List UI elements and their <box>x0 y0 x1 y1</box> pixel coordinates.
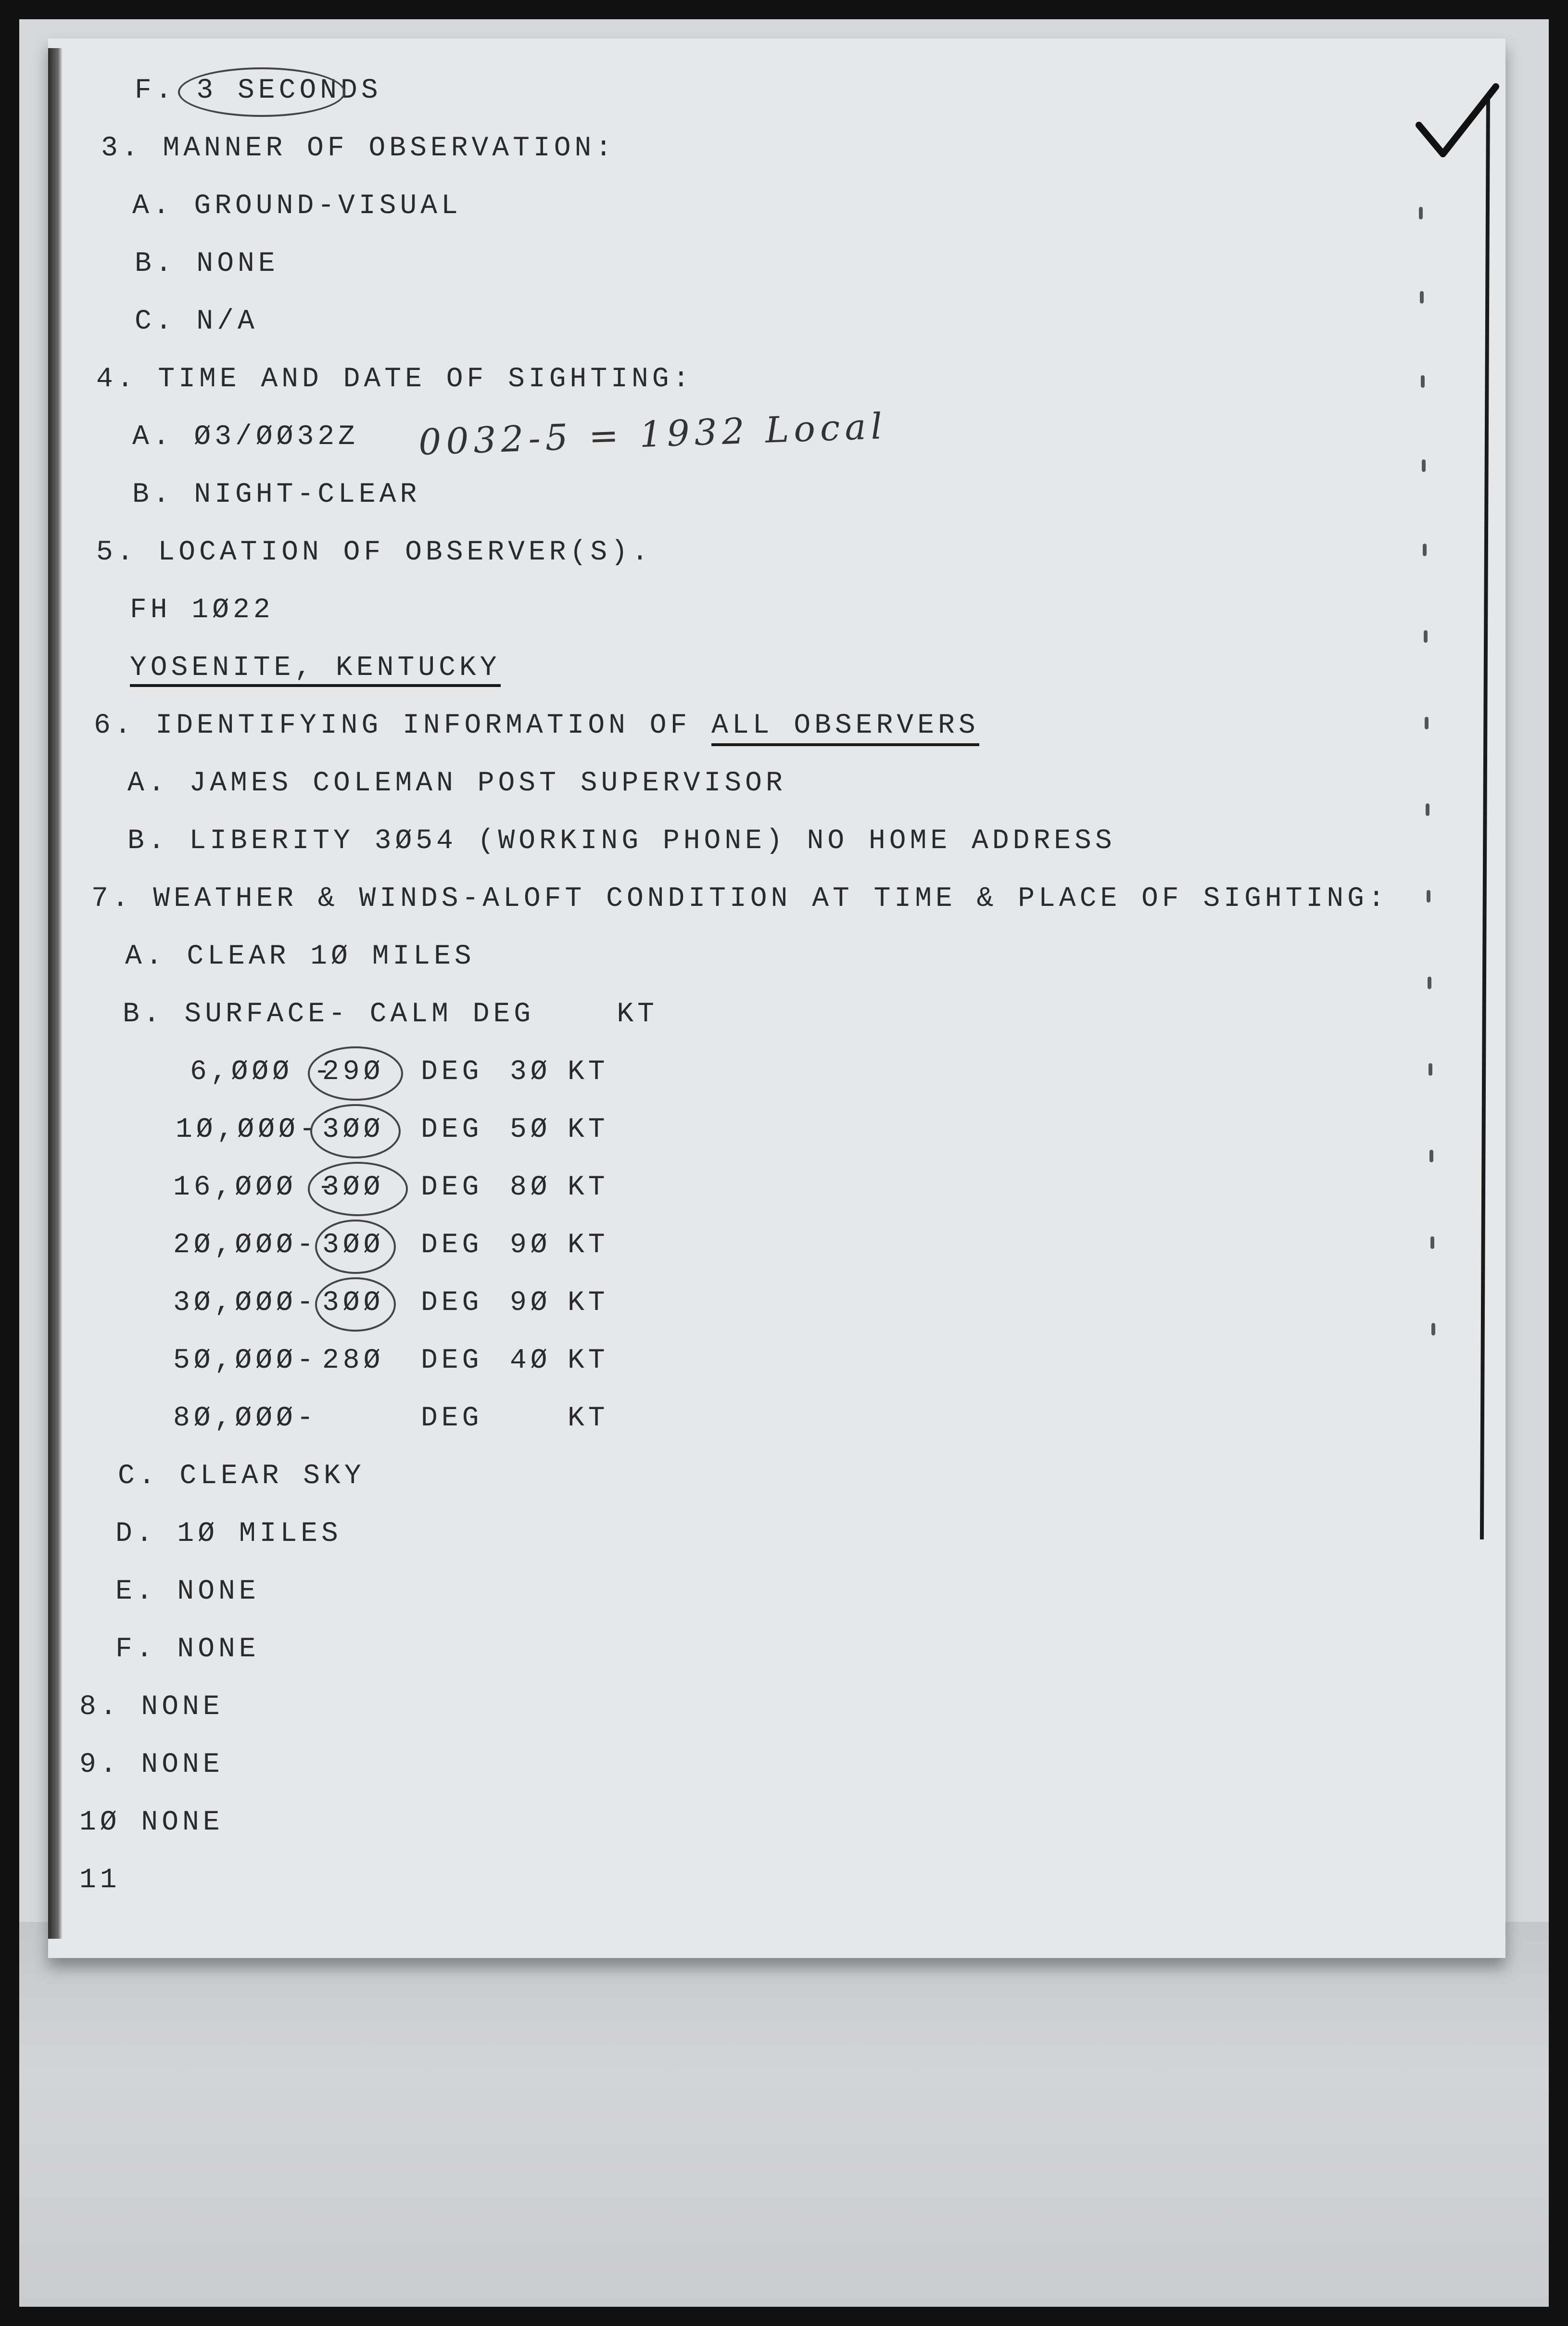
winds-row-alt: 6,ØØØ - <box>190 1056 334 1088</box>
margin-tick <box>1420 291 1424 304</box>
winds-row-speed: 4Ø <box>510 1345 551 1376</box>
section-7-heading: 7. WEATHER & WINDS-ALOFT CONDITION AT TIME & PLACE OF SIGHTING: <box>91 883 1389 915</box>
winds-row-kt: KT <box>568 1114 609 1145</box>
line-item-6b: B. LIBERITY 3Ø54 (WORKING PHONE) NO HOME ADDRESS <box>127 826 1116 857</box>
winds-row-alt: 8Ø,ØØØ- <box>173 1403 317 1434</box>
margin-tick <box>1428 977 1431 989</box>
line-item-5-location: YOSENITE, KENTUCKY <box>130 654 501 687</box>
margin-tick <box>1431 1323 1435 1335</box>
winds-row-alt: 2Ø,ØØØ- <box>173 1230 317 1261</box>
margin-tick <box>1427 890 1430 902</box>
section-6-underlined-text: ALL OBSERVERS <box>711 710 979 746</box>
winds-row-kt: KT <box>568 1345 609 1376</box>
line-item-4b: B. NIGHT-CLEAR <box>132 479 421 510</box>
winds-row-alt: 1Ø,ØØØ- <box>176 1114 320 1145</box>
winds-row-alt: 5Ø,ØØØ- <box>173 1345 317 1376</box>
winds-row-dir: 3ØØ <box>322 1287 384 1319</box>
pen-circle-mark <box>308 1046 403 1101</box>
section-8-line: 8. NONE <box>79 1691 224 1723</box>
pen-circle-mark <box>178 67 345 117</box>
pen-circle-mark <box>315 1220 396 1274</box>
line-item-7a: A. CLEAR 1Ø MILES <box>125 941 475 972</box>
line-item-3b: B. NONE <box>135 248 279 280</box>
line-item-6a: A. JAMES COLEMAN POST SUPERVISOR <box>127 768 786 799</box>
line-item-5-map-ref: FH 1Ø22 <box>130 595 274 626</box>
winds-row-deg: DEG <box>421 1172 483 1203</box>
winds-row-kt: KT <box>568 1287 609 1319</box>
sheet-edge-shadow <box>48 48 63 1939</box>
photo-frame <box>19 19 1549 2307</box>
winds-row-speed: 8Ø <box>510 1172 551 1203</box>
background-surface <box>19 1922 1549 2307</box>
line-item-7d: D. 1Ø MILES <box>115 1518 342 1550</box>
line-item-7e: E. NONE <box>115 1576 260 1607</box>
margin-tick <box>1429 1150 1433 1162</box>
line-item-3c: C. N/A <box>135 306 258 337</box>
margin-tick <box>1421 375 1425 388</box>
winds-row-speed: 9Ø <box>510 1287 551 1319</box>
winds-row-speed: 5Ø <box>510 1114 551 1145</box>
winds-row-kt: KT <box>568 1403 609 1434</box>
handwritten-time-note: 0032-5 = 1932 Local <box>417 406 888 463</box>
winds-row-dir: 3ØØ <box>322 1114 384 1145</box>
winds-row-deg: DEG <box>421 1345 483 1376</box>
section-6-heading <box>94 712 979 740</box>
section-9-line: 9. NONE <box>79 1749 224 1780</box>
section-10-line: 1Ø NONE <box>79 1807 224 1838</box>
winds-row-speed: 9Ø <box>510 1230 551 1261</box>
margin-tick <box>1424 630 1428 643</box>
margin-tick <box>1425 717 1429 729</box>
winds-row-deg: DEG <box>421 1230 483 1261</box>
winds-row-dir: 29Ø <box>322 1056 384 1088</box>
document-sheet <box>48 38 1505 1958</box>
margin-tick <box>1422 459 1426 472</box>
winds-row-dir: 3ØØ <box>322 1172 384 1203</box>
checkmark-icon <box>1414 77 1501 164</box>
winds-row-kt: KT <box>568 1230 609 1261</box>
winds-row-deg: DEG <box>421 1114 483 1145</box>
section-5-heading: 5. LOCATION OF OBSERVER(S). <box>96 537 652 568</box>
line-item-f-duration: F. 3 SECONDS <box>135 75 382 106</box>
line-item-7b: B. SURFACE- CALM DEG KT <box>123 999 658 1030</box>
winds-row-kt: KT <box>568 1056 609 1088</box>
line-item-3a: A. GROUND-VISUAL <box>132 191 462 222</box>
line-item-7f: F. NONE <box>115 1634 260 1665</box>
winds-row-alt: 16,ØØØ - <box>173 1172 338 1203</box>
line-item-7c: C. CLEAR SKY <box>118 1461 365 1492</box>
winds-row-dir: 28Ø <box>322 1345 384 1376</box>
section-6-heading-text: 6. IDENTIFYING INFORMATION OF <box>94 710 712 741</box>
winds-row-dir: 3ØØ <box>322 1230 384 1261</box>
winds-row-alt: 3Ø,ØØØ- <box>173 1287 317 1319</box>
winds-row-kt: KT <box>568 1172 609 1203</box>
section-4-heading: 4. TIME AND DATE OF SIGHTING: <box>96 364 694 395</box>
winds-row-deg: DEG <box>421 1403 483 1434</box>
winds-row-deg: DEG <box>421 1287 483 1319</box>
winds-row-deg: DEG <box>421 1056 483 1088</box>
winds-row-speed: 3Ø <box>510 1056 551 1088</box>
line-item-4a: A. Ø3/ØØ32Z <box>132 421 359 453</box>
margin-tick <box>1419 207 1423 219</box>
section-11-line: 11 <box>79 1865 121 1896</box>
margin-tick <box>1426 803 1429 816</box>
pen-circle-mark <box>315 1277 396 1332</box>
section-3-heading: 3. MANNER OF OBSERVATION: <box>101 133 616 164</box>
pen-circle-mark <box>308 1162 408 1216</box>
margin-tick <box>1430 1236 1434 1249</box>
pen-circle-mark <box>310 1104 401 1158</box>
margin-tick <box>1423 544 1427 556</box>
margin-tick <box>1429 1063 1432 1076</box>
